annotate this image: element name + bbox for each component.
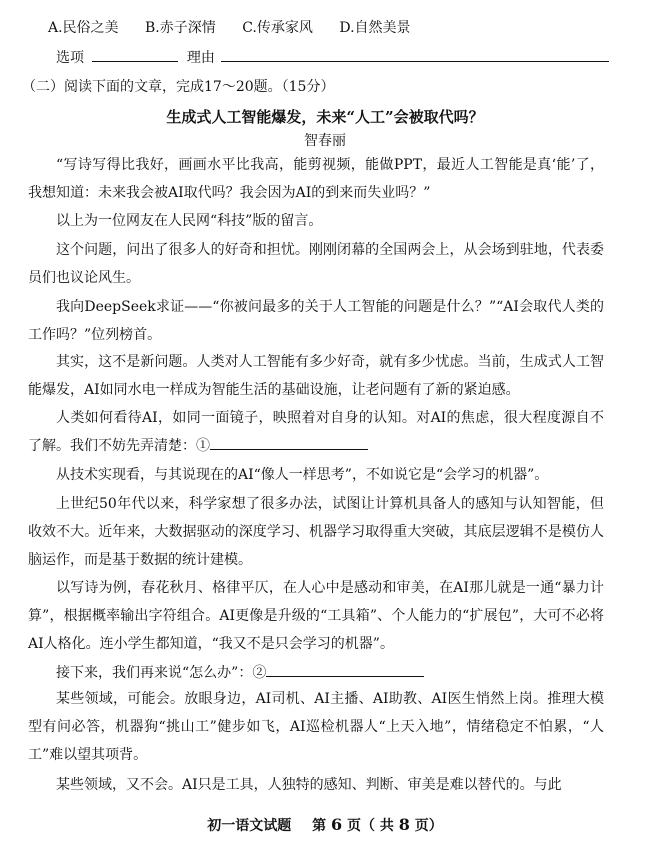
paragraph-6-text: 人类如何看待AI，如同一面镜子，映照着对自身的认知。对AI的焦虑，很大程度源自不了解。我们不妨先弄清楚：①: [28, 410, 604, 454]
paragraph-8: 上世纪50年代以来，科学家想了很多办法，试图让计算机具备人的感知与认知智能，但收效不大。近年来，大数据驱动的深度学习、机器学习取得重大突破，其底层逻辑不是模仿人脑运作，而是基于数据的统计建模。: [28, 496, 604, 568]
paragraph-11: 某些领域，可能会。放眼身边，AI司机、AI主播、AI助教、AI医生悄然上岗。推理大模型有问必答，机器狗“挑山工”健步如飞，AI巡检机器人“上天入地”，情绪稳定不怕累，“人工”难以望其项背。: [28, 691, 604, 763]
article-author: 智春丽: [304, 133, 346, 149]
answer-row: [56, 47, 609, 68]
paragraph-10: [28, 659, 604, 687]
answer-options: [48, 18, 433, 38]
reason-label: 理由: [186, 50, 215, 66]
reason-blank[interactable]: [221, 47, 609, 62]
paragraph-10-text: 接下来，我们再来说“怎么办”：②: [56, 665, 267, 681]
paragraph-6: [28, 404, 604, 460]
footer-total-unit: 页）: [414, 818, 443, 834]
paragraph-9: 以写诗为例，春花秋月、格律平仄，在人心中是感动和审美，在AI那儿就是一通“暴力计算”，根据概率输出字符组合。AI更像是升级的“工具箱”、个人能力的“扩展包”，大可不必将AI人格化。连小学生都知道，“我又不是只会学习的机器”。: [28, 580, 604, 652]
paragraph-1: “写诗写得比我好，画画水平比我高，能剪视频，能做PPT，最近人工智能是真‘能’了，我想知道：未来我会被AI取代吗？我会因为AI的到来而失业吗？”: [28, 157, 604, 201]
footer-page-unit: 页（: [347, 818, 375, 834]
footer-page-number: 6: [330, 815, 343, 834]
footer-prefix: 初一语文试题: [207, 818, 292, 834]
option-b: B.赤子深情: [145, 20, 216, 36]
option-c: C.传承家风: [242, 20, 313, 36]
option-a: A.民俗之美: [48, 20, 119, 36]
article-title: 生成式人工智能爆发，未来“人工”会被取代吗？: [166, 108, 484, 126]
section-header: （二）阅读下面的文章，完成17～20题。（15分）: [22, 79, 335, 95]
paragraph-12: 某些领域，又不会。AI只是工具，人独特的感知、判断、审美是难以替代的。与此: [56, 777, 562, 793]
paragraph-3: 这个问题，问出了很多人的好奇和担忧。刚刚闭幕的全国两会上，从会场到驻地，代表委员们也议论风生。: [28, 242, 604, 286]
page-footer: [0, 815, 650, 836]
paragraph-5: 其实，这不是新问题。人类对人工智能有多少好奇，就有多少忧虑。当前，生成式人工智能爆发，AI如同水电一样成为智能生活的基础设施，让老问题有了新的紧迫感。: [28, 354, 604, 398]
footer-page-word: 第: [312, 818, 327, 834]
paragraph-7: 从技术实现看，与其说现在的AI“像人一样思考”，不如说它是“会学习的机器”。: [56, 467, 549, 483]
paragraph-2: 以上为一位网友在人民网“科技”版的留言。: [56, 213, 323, 229]
footer-total-word: 共: [379, 818, 394, 834]
footer-total-number: 8: [398, 815, 410, 834]
blank-2[interactable]: [266, 662, 424, 677]
paragraph-4: 我向DeepSeek求证——“你被问最多的关于人工智能的问题是什么？”“AI会取代人类的工作吗？”位列榜首。: [28, 299, 604, 343]
option-d: D.自然美景: [339, 20, 411, 36]
choice-blank[interactable]: [92, 47, 178, 62]
blank-1[interactable]: [210, 435, 368, 450]
choice-label: 选项: [56, 50, 84, 66]
